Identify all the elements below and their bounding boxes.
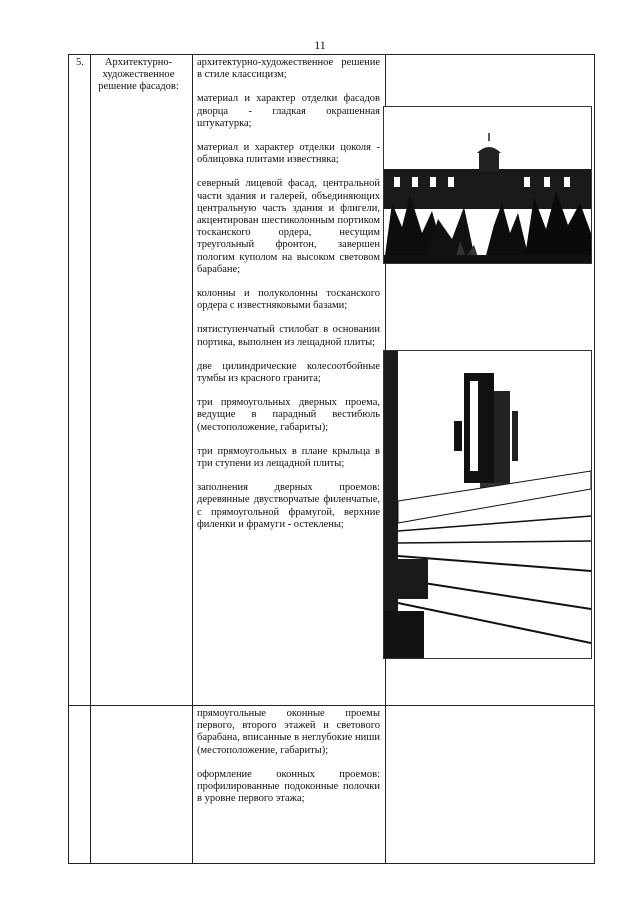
row-number: 5. [76,57,84,68]
row-description [197,57,380,543]
row-description-continued [197,708,380,817]
portico-photo-drawing [384,351,591,658]
list-item: материал и характер отделки цоколя - облицовка плитами известняка; [197,142,380,166]
row-title: Архитектурно-художественное решение фасадов: [98,57,179,93]
table-border-bottom [68,863,595,864]
facade-photo-drawing [384,107,591,263]
list-item: архитектурно-художественное решение в стиле классицизм; [197,57,380,81]
heritage-table [68,54,595,864]
table-row-divider [68,705,595,706]
list-item: две цилиндрические колесоотбойные тумбы из красного гранита; [197,360,380,385]
list-item: северный лицевой фасад, центральной части здания и галерей, объединяющих центральную часть здания и флигели, акцентирован шестиколонным портиком тосканского ордера, несущим треугольный фронтон, завершен пологим куполом на высоком световом барабане; [197,178,380,275]
list-item: пятиступенчатый стилобат в основании портика, выполнен из лещадной плиты; [197,324,380,348]
table-border-right [594,54,595,864]
page-number: 11 [314,38,326,52]
table-col-divider [192,54,193,864]
table-border-top [68,54,595,55]
list-item: три прямоугольных дверных проема, ведущие в парадный вестибюль (местоположение, габариты); [197,397,380,433]
list-item: оформление оконных проемов: профилированные подоконные полочки в уровне первого этажа; [197,768,380,805]
photo-portico-stylobate [383,350,592,659]
table-border-left [68,54,69,864]
list-item: материал и характер отделки фасадов дворца - гладкая окрашенная штукатурка; [197,93,380,129]
list-item: прямоугольные оконные проемы первого, второго этажей и светового барабана, вписанные в неглубокие ниши (местоположение, габариты); [197,708,380,756]
photo-palace-facade-trees [383,106,592,264]
list-item: заполнения дверных проемов: деревянные двустворчатые филенчатые, с прямоугольной фрамугой, верхние филенки и фрамуги - остеклены; [197,482,380,530]
table-col-divider [90,54,91,864]
list-item: колонны и полуколонны тосканского ордера с известняковыми базами; [197,288,380,312]
list-item: три прямоугольных в плане крыльца в три ступени из лещадной плиты; [197,445,380,470]
